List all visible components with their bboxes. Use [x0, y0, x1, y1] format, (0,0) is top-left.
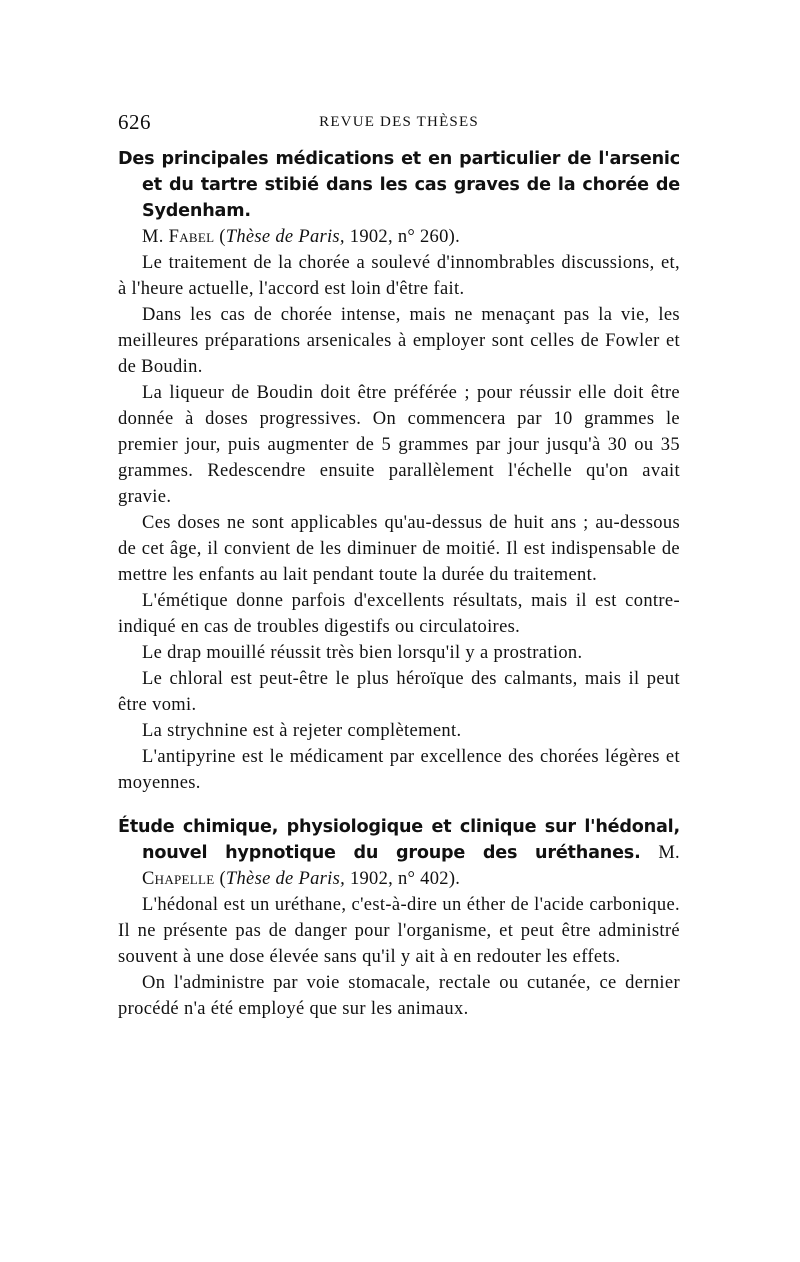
- article-hedonal: [118, 814, 680, 1022]
- article-chorea: [118, 146, 680, 796]
- page-header: [118, 110, 680, 146]
- article-byline: [142, 227, 460, 247]
- paragraph: Le chloral est peut-être le plus héroïque des calmants, mais il peut être vomi.: [118, 669, 680, 715]
- citation-source: Thèse de Paris,: [225, 227, 345, 247]
- paragraph: L'hédonal est un uréthane, c'est-à-dire un éther de l'acide carbonique. Il ne présente pas de danger pour l'organisme, et peut être administré souvent à une dose élevée sans qu'il y ait à en redouter les effets.: [118, 895, 680, 967]
- paragraph: Ces doses ne sont applicables qu'au-dessus de huit ans ; au-dessous de cet âge, il convient de les diminuer de moitié. Il est indispensable de mettre les enfants au lait pendant toute la durée du traitement.: [118, 513, 680, 585]
- citation-open: (: [219, 227, 226, 247]
- citation-source: Thèse de Paris,: [225, 869, 346, 889]
- author-prefix: M.: [658, 843, 680, 863]
- citation-open: (: [219, 869, 226, 889]
- article-title-text: Des principales médications et en particulier de l'arsenic et du tartre stibié dans les cas graves de la chorée de Sydenham.: [118, 149, 680, 221]
- paragraph: On l'administre par voie stomacale, rectale ou cutanée, ce dernier procédé n'a été employé que sur les animaux.: [118, 973, 680, 1019]
- running-title: REVUE DES THÈSES: [319, 114, 479, 130]
- paragraph: Le traitement de la chorée a soulevé d'innombrables discussions, et, à l'heure actuelle, l'accord est loin d'être fait.: [118, 253, 680, 299]
- citation-details: 1902, n° 260).: [344, 227, 461, 247]
- article-title: [118, 814, 680, 892]
- author-prefix: M.: [142, 227, 164, 247]
- document-page: [118, 110, 680, 1022]
- author-name: Chapelle: [142, 869, 215, 889]
- article-title: [118, 146, 680, 250]
- page-number: 626: [118, 110, 151, 134]
- author-name: Fabel: [168, 227, 215, 247]
- paragraph: L'émétique donne parfois d'excellents résultats, mais il est contre-indiqué en cas de troubles digestifs ou circulatoires.: [118, 591, 680, 637]
- paragraph: L'antipyrine est le médicament par excellence des chorées légères et moyennes.: [118, 747, 680, 793]
- citation-details: 1902, n° 402).: [345, 869, 461, 889]
- paragraph: Dans les cas de chorée intense, mais ne menaçant pas la vie, les meilleures préparations arsenicales à employer sont celles de Fowler et de Boudin.: [118, 305, 680, 377]
- paragraph: La liqueur de Boudin doit être préférée ; pour réussir elle doit être donnée à doses progressives. On commencera par 10 grammes le premier jour, puis augmenter de 5 grammes par jour jusqu'à 30 ou 35 grammes. Redescendre ensuite parallèlement l'échelle qu'on avait gravie.: [118, 383, 680, 507]
- paragraph: La strychnine est à rejeter complètement.: [142, 721, 462, 741]
- article-title-text: Étude chimique, physiologique et clinique sur l'hédonal, nouvel hypnotique du groupe des uréthanes.: [118, 817, 680, 863]
- paragraph: Le drap mouillé réussit très bien lorsqu'il y a prostration.: [142, 643, 583, 663]
